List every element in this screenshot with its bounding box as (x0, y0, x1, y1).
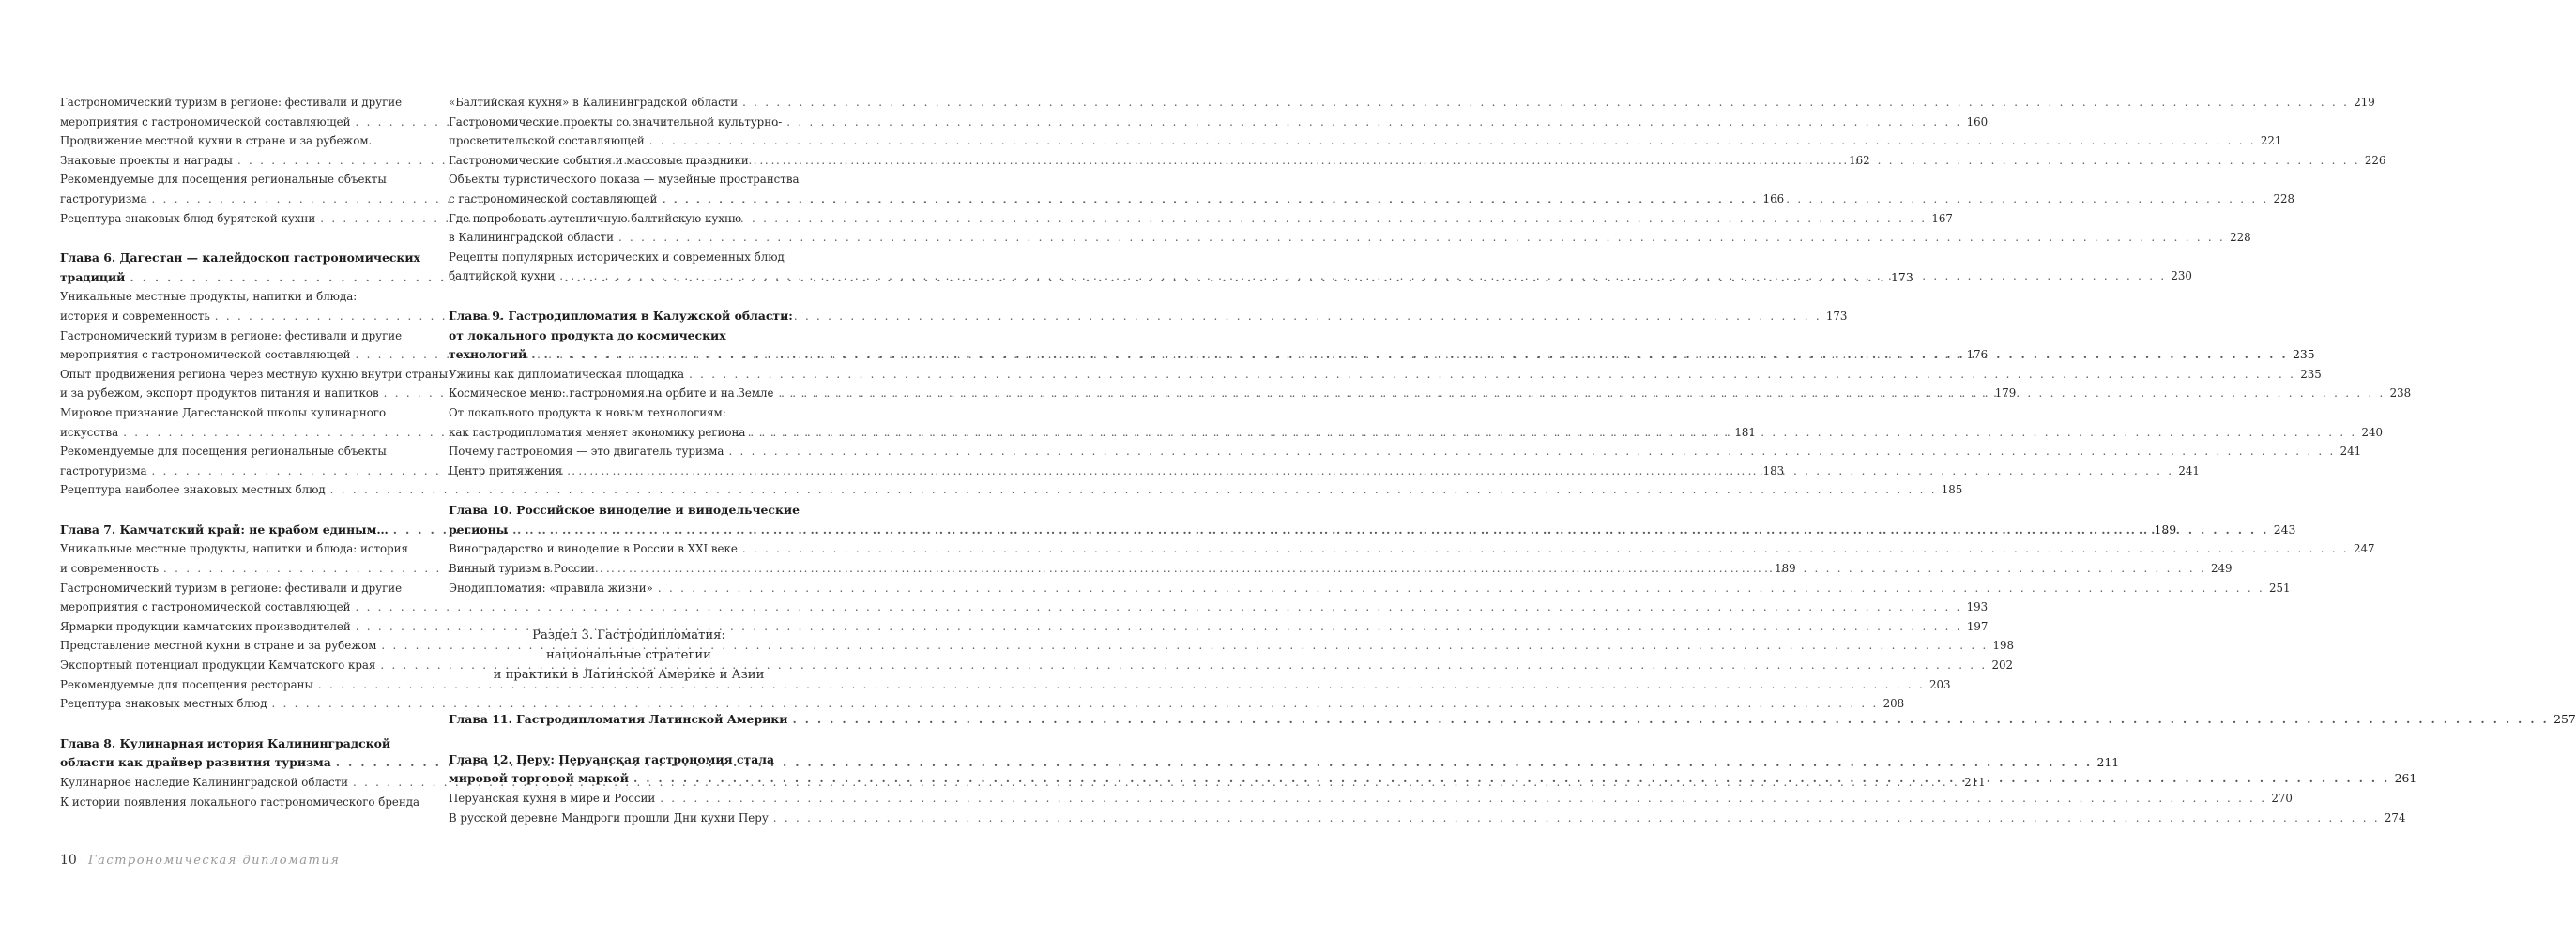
toc-entry-title: Гастрономический туризм в регионе: фестивали и другие (60, 96, 403, 109)
toc-entry-title: мероприятия с гастрономической составляющей (60, 348, 351, 362)
toc-entry-line[interactable] (60, 93, 420, 113)
toc-entry-line[interactable] (449, 113, 809, 132)
leader-dots (614, 228, 2230, 248)
toc-entry-line[interactable] (449, 170, 809, 189)
toc-entry-line[interactable] (60, 579, 420, 598)
leader-dots (745, 423, 2361, 443)
toc-entry-title: гастротуризма (60, 463, 147, 477)
toc-page-number: 211 (2096, 755, 2120, 770)
toc-entry-title: Гастрономические события и массовые праздники (449, 153, 749, 167)
toc-entry-line[interactable] (60, 539, 420, 559)
toc-page-number: 247 (2353, 542, 2375, 556)
toc-entry-title: «Балтийская кухня» в Калининградской области (449, 96, 739, 109)
toc-page-number: 193 (1966, 600, 1989, 614)
toc-page-number: 160 (1966, 114, 1989, 129)
toc-page-number: 270 (2271, 792, 2293, 806)
toc-entry-title: балтийской кухни (449, 269, 556, 283)
toc-page-number: 179 (1994, 386, 2017, 401)
toc-page-number: 219 (2354, 96, 2375, 109)
toc-entry-title: как гастродипломатия меняет экономику региона (449, 425, 746, 439)
toc-entry-line[interactable] (449, 365, 2322, 385)
toc-entry-title: искусства (60, 425, 119, 439)
toc-entry-line[interactable] (60, 793, 420, 812)
toc-entry-title: мероприятия с гастрономической составляющей (60, 114, 351, 129)
toc-entry-title: Рецептура знаковых местных блюд (60, 697, 267, 711)
toc-entry-line[interactable] (449, 228, 2251, 248)
toc-entry-title: Глава 10. Российское виноделие и винодельческие (449, 503, 800, 518)
toc-entry-title: и современность (60, 562, 160, 576)
part-heading (449, 598, 809, 710)
toc-page-number: 228 (2273, 191, 2295, 205)
toc-page-number: 241 (2178, 463, 2200, 477)
toc-entry-title: с гастрономической составляющей (449, 191, 658, 205)
leader-dots (508, 521, 2274, 540)
toc-page-number: 261 (2394, 771, 2417, 786)
toc-page-number: 198 (1992, 639, 2015, 653)
toc-entry-title: Продвижение местной кухни в стране и за рубежом. (60, 134, 373, 148)
page-footer (60, 853, 340, 868)
toc-page-number: 257 (2553, 712, 2576, 727)
toc-page-number: 173 (1825, 309, 1848, 323)
toc-entry-title: Рецепты популярных исторических и современных блюд (449, 250, 785, 264)
toc-entry-title: Глава 7. Камчатский край: не крабом единым… (60, 522, 389, 537)
toc-entry-title: Гастрономический туризм в регионе: фестивали и другие (60, 581, 403, 595)
toc-entry-line[interactable] (60, 480, 1963, 500)
toc-page-number: 228 (2230, 231, 2251, 245)
toc-entry-title: Центр притяжения (449, 463, 563, 477)
toc-entry-title: Виноградарство и виноделие в России в XXI веке (449, 542, 738, 556)
toc-entry-title: регионы (449, 522, 509, 537)
toc-page-number: 203 (1929, 677, 1951, 691)
toc-entry-line[interactable] (60, 326, 420, 346)
leader-dots (684, 365, 2300, 385)
part-heading-line: национальные стратегии (546, 648, 711, 663)
toc-entry-line[interactable] (449, 209, 809, 229)
toc-entry-line[interactable] (449, 789, 2293, 809)
toc-entry-title: мероприятия с гастрономической составляющей (60, 600, 351, 614)
toc-entry-title: Ярмарки продукции камчатских производителей (60, 619, 351, 633)
toc-entry-line[interactable] (449, 131, 2282, 151)
toc-page-number: 197 (1966, 619, 1989, 633)
toc-entry-line[interactable] (449, 248, 809, 267)
toc-entry-title: К истории появления локального гастрономического бренда (60, 794, 420, 809)
part-heading-line: и практики в Латинской Америке и Азии (493, 668, 765, 683)
toc-page-number: 240 (2361, 425, 2384, 439)
part-heading-line: Раздел 3. Гастродипломатия: (532, 628, 725, 643)
leader-dots (645, 131, 2261, 151)
toc-page-number: 173 (1891, 269, 1913, 284)
toc-chapter-line[interactable] (449, 326, 809, 346)
toc-entry-title: Экспортный потенциал продукции Камчатского края (60, 658, 376, 673)
leader-dots (749, 151, 2365, 171)
toc-chapter-line[interactable] (449, 307, 809, 326)
toc-entry-line[interactable] (60, 287, 420, 307)
toc-entry-title: В русской деревне Мандроги прошли Дни кухни Перу (449, 810, 769, 825)
toc-entry-line[interactable] (60, 598, 1989, 617)
leader-dots (562, 461, 2178, 481)
toc-entry-title: Уникальные местные продукты, напитки и блюда: (60, 290, 358, 304)
leader-dots (526, 345, 2293, 365)
section-gap (60, 714, 420, 734)
toc-entry-line[interactable] (60, 656, 2013, 675)
toc-page-number: 208 (1882, 697, 1905, 711)
toc-entry-title: Мировое признание Дагестанской школы кулинарного (60, 405, 387, 419)
toc-page-number: 185 (1941, 483, 1963, 497)
leader-dots (769, 809, 2385, 828)
toc-entry-title: в Калининградской области (449, 231, 614, 245)
toc-page-number: 249 (2211, 562, 2233, 576)
page-number: 10 (60, 853, 77, 868)
toc-entry-line[interactable] (449, 442, 2362, 461)
leader-dots (629, 769, 2395, 789)
toc-page-number: 230 (2171, 269, 2192, 283)
toc-entry-title: Ужины как дипломатическая площадка (449, 367, 685, 381)
toc-entry-title: Глава 11. Гастродипломатия Латинской Америки (449, 712, 788, 727)
running-title: Гастрономическая дипломатия (87, 854, 341, 868)
toc-entry-line[interactable] (449, 539, 2375, 559)
toc-entry-title: Уникальные местные продукты, напитки и блюда: история (60, 542, 408, 556)
toc-entry-title: Энодипломатия: «правила жизни» (449, 581, 653, 595)
toc-entry-line[interactable] (60, 131, 420, 151)
toc-entry-title: Рекомендуемые для посещения региональные объекты (60, 173, 387, 187)
toc-entry-line[interactable] (60, 403, 420, 423)
toc-entry-title: традиций (60, 269, 126, 284)
toc-entry-title: Кулинарное наследие Калининградской области (60, 776, 348, 789)
toc-entry-title: Рецептура наиболее знаковых местных блюд (60, 483, 326, 497)
toc-entry-title: Объекты туристического показа — музейные пространства (449, 173, 800, 187)
toc-page-number: 189 (1775, 562, 1796, 576)
toc-entry-line[interactable] (449, 809, 2406, 828)
leader-dots (773, 384, 2389, 403)
toc-entry-title: Перуанская кухня в мире и России (449, 792, 656, 806)
toc-entry-title: Где попробовать аутентичную балтийскую кухню (449, 211, 742, 225)
toc-page-number: 189 (2154, 522, 2177, 537)
toc-entry-title: Гастрономический туризм в регионе: фестивали и другие (60, 328, 403, 342)
leader-dots (738, 539, 2354, 559)
toc-entry-title: Опыт продвижения региона через местную кухню внутри страны (60, 367, 449, 381)
toc-entry-line[interactable] (60, 694, 1905, 714)
toc-chapter-line[interactable] (60, 249, 420, 268)
section-gap (449, 730, 809, 750)
leader-dots (724, 442, 2340, 461)
toc-entry-title: Глава 9. Гастродипломатия в Калужской области: (449, 308, 793, 323)
toc-entry-title: мировой торговой маркой (449, 771, 629, 786)
toc-page-number: 166 (1762, 191, 1785, 205)
leader-dots (655, 789, 2271, 809)
toc-entry-line[interactable] (449, 403, 809, 423)
toc-entry-title: Знаковые проекты и награды (60, 153, 233, 167)
toc-page-number: 274 (2384, 810, 2406, 825)
toc-chapter-line[interactable] (449, 710, 2576, 730)
leader-dots (595, 559, 2211, 579)
toc-entry-title: просветительской составляющей (449, 134, 645, 148)
toc-entry-title: от локального продукта до космических (449, 327, 726, 342)
toc-entry-line[interactable] (60, 365, 449, 385)
toc-entry-title: Почему гастрономия — это двигатель туризма (449, 445, 724, 459)
toc-page-number: 181 (1734, 425, 1756, 439)
toc-entry-title: и за рубежом, экспорт продуктов питания и напитков (60, 386, 379, 401)
toc-entry-line[interactable] (60, 170, 420, 189)
toc-page-number: 176 (1966, 348, 1989, 362)
leader-dots (555, 266, 2171, 286)
toc-page-number: 211 (1964, 776, 1986, 789)
toc-page-number: 167 (1931, 211, 1953, 225)
leader-dots (653, 579, 2269, 598)
toc-page-number: 251 (2269, 581, 2291, 595)
toc-entry-title: Глава 6. Дагестан — калейдоскоп гастрономических (60, 250, 420, 265)
toc-entry-title: Винный туризм в России (449, 562, 595, 576)
toc-page-number: 241 (2340, 445, 2362, 459)
toc-entry-title: Рекомендуемые для посещения региональные объекты (60, 445, 387, 459)
toc-chapter-line[interactable] (449, 501, 809, 521)
toc-entry-title: От локального продукта к новым технологиям: (449, 405, 726, 419)
toc-entry-title: Космическое меню: гастрономия на орбите и на Земле (449, 386, 774, 401)
toc-chapter-line[interactable] (449, 750, 809, 770)
toc-page-number: 235 (2292, 347, 2315, 362)
toc-page-number: 243 (2273, 522, 2296, 537)
section-gap (449, 480, 809, 501)
toc-page-number: 226 (2364, 153, 2386, 167)
toc-entry-title: Рекомендуемые для посещения рестораны (60, 677, 313, 691)
toc-page-number: 238 (2389, 386, 2412, 401)
toc-page-number: 183 (1762, 463, 1785, 477)
section-gap (60, 500, 420, 521)
toc-entry-line[interactable] (60, 442, 420, 461)
toc-entry-title: Гастрономические проекты со значительной культурно- (449, 114, 783, 129)
section-gap (449, 286, 809, 307)
toc-entry-title: Представление местной кухни в стране и за рубежом (60, 639, 377, 653)
toc-entry-title: Глава 12. Перу: Перуанская гастрономия стала (449, 751, 775, 766)
section-gap (60, 228, 420, 249)
toc-page-number: 202 (1991, 658, 2013, 673)
toc-entry-title: история и современность (60, 309, 210, 323)
toc-entry-title: Рецептура знаковых блюд бурятской кухни (60, 211, 316, 225)
toc-chapter-line[interactable] (60, 734, 420, 754)
toc-entry-title: гастротуризма (60, 191, 147, 205)
toc-entry-line[interactable] (449, 93, 2375, 113)
toc-page-number: 221 (2260, 134, 2282, 148)
toc-page-number: 162 (1849, 153, 1870, 167)
toc-entry-line[interactable] (449, 579, 2291, 598)
toc-page-number: 235 (2300, 367, 2322, 381)
toc-entry-title: технологий (449, 347, 527, 362)
leader-dots (657, 189, 2273, 209)
leader-dots (738, 93, 2354, 113)
toc-entry-title: Глава 8. Кулинарная история Калининградской (60, 735, 391, 750)
toc-entry-title: области как драйвер развития туризма (60, 755, 331, 770)
leader-dots (787, 710, 2553, 730)
